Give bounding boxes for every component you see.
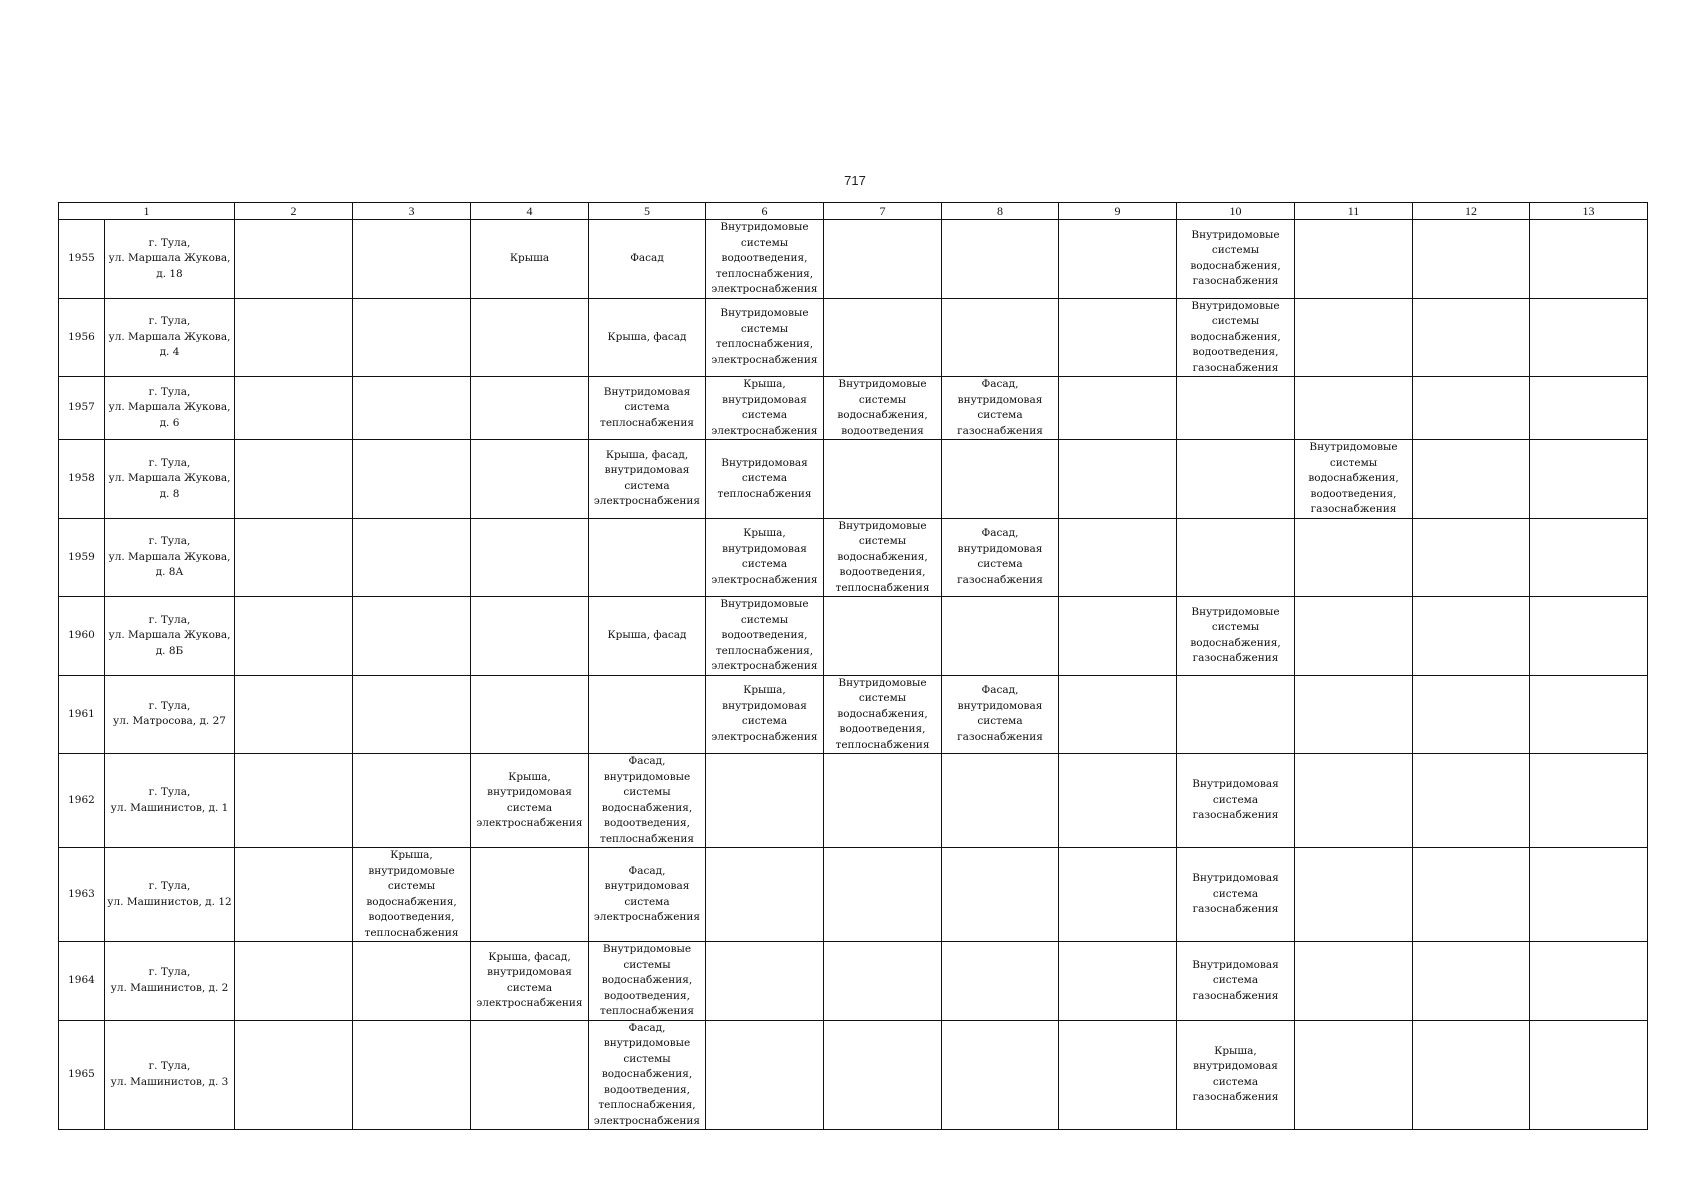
row-number-cell: 1963 xyxy=(59,848,105,942)
column-header-12: 12 xyxy=(1413,203,1530,220)
work-cell-col-5 xyxy=(589,848,706,942)
work-cell-col-11 xyxy=(1295,220,1413,299)
work-cell-col-7 xyxy=(824,298,942,377)
column-header-4: 4 xyxy=(471,203,589,220)
work-cell-col-11 xyxy=(1295,1020,1413,1130)
work-cell-col-5 xyxy=(589,942,706,1021)
column-header-8: 8 xyxy=(942,203,1059,220)
work-cell-col-10 xyxy=(1177,675,1295,754)
table-row xyxy=(59,1020,1648,1130)
address-text: г. Тула, ул. Машинистов, д. 12 xyxy=(107,880,232,908)
work-cell-col-3 xyxy=(353,377,471,440)
work-cell-col-7 xyxy=(824,942,942,1021)
table-row xyxy=(59,298,1648,377)
work-text: Крыша xyxy=(509,252,550,264)
work-cell-col-11 xyxy=(1295,597,1413,676)
work-cell-col-11 xyxy=(1295,377,1413,440)
work-text: Внутридомовые системы водоснабжения, водоотведения, теплоснабжения xyxy=(600,943,694,1017)
work-text: Внутридомовые системы водоснабжения, водоотведения, теплоснабжения xyxy=(835,519,930,594)
work-cell-col-12 xyxy=(1413,1020,1530,1130)
address-cell xyxy=(105,518,235,597)
address-text: г. Тула, ул. Маршала Жукова, д. 4 xyxy=(108,315,231,358)
work-cell-col-8 xyxy=(942,597,1059,676)
work-cell-col-7 xyxy=(824,518,942,597)
work-cell-col-7 xyxy=(824,220,942,299)
table-row xyxy=(59,377,1648,440)
address-text: г. Тула, ул. Маршала Жукова, д. 8А xyxy=(108,535,231,578)
work-cell-col-3 xyxy=(353,675,471,754)
work-cell-col-11 xyxy=(1295,942,1413,1021)
work-cell-col-13 xyxy=(1530,377,1648,440)
work-cell-col-9 xyxy=(1059,942,1177,1021)
work-text: Фасад, внутридомовые системы водоснабжения, водоотведения, теплоснабжения xyxy=(600,755,694,845)
work-text: Внутридомовые системы водоснабжения, водоотведения, газоснабжения xyxy=(1308,441,1399,515)
work-cell-col-3 xyxy=(353,298,471,377)
column-header-3: 3 xyxy=(353,203,471,220)
work-cell-col-4 xyxy=(471,220,589,299)
work-text: Внутридомовая система газоснабжения xyxy=(1192,872,1279,916)
work-cell-col-2 xyxy=(235,848,353,942)
work-cell-col-5 xyxy=(589,440,706,519)
address-cell xyxy=(105,675,235,754)
work-text: Крыша, фасад, внутридомовая система электроснабжения xyxy=(593,448,701,508)
work-cell-col-11 xyxy=(1295,754,1413,848)
work-text: Крыша, внутридомовые системы водоснабжения, водоотведения, теплоснабжения xyxy=(364,849,459,939)
column-header-11: 11 xyxy=(1295,203,1413,220)
row-number-cell: 1965 xyxy=(59,1020,105,1130)
table-row xyxy=(59,597,1648,676)
work-cell-col-10 xyxy=(1177,518,1295,597)
work-text: Внутридомовые системы теплоснабжения, электроснабжения xyxy=(711,307,818,366)
work-cell-col-6 xyxy=(706,942,824,1021)
work-cell-col-9 xyxy=(1059,754,1177,848)
work-cell-col-10 xyxy=(1177,220,1295,299)
work-cell-col-7 xyxy=(824,754,942,848)
work-text: Крыша, внутридомовая система электроснабжения xyxy=(476,770,583,829)
column-header-2: 2 xyxy=(235,203,353,220)
address-text: г. Тула, ул. Машинистов, д. 3 xyxy=(110,1060,229,1088)
work-cell-col-7 xyxy=(824,848,942,942)
work-cell-col-10 xyxy=(1177,440,1295,519)
work-cell-col-2 xyxy=(235,754,353,848)
work-cell-col-3 xyxy=(353,942,471,1021)
work-cell-col-6 xyxy=(706,518,824,597)
work-cell-col-6 xyxy=(706,754,824,848)
table-row xyxy=(59,942,1648,1021)
work-cell-col-7 xyxy=(824,675,942,754)
work-cell-col-3 xyxy=(353,220,471,299)
work-cell-col-13 xyxy=(1530,597,1648,676)
address-cell xyxy=(105,942,235,1021)
work-cell-col-4 xyxy=(471,848,589,942)
page-number: 717 xyxy=(844,173,866,188)
row-number-cell: 1964 xyxy=(59,942,105,1021)
work-cell-col-9 xyxy=(1059,848,1177,942)
work-cell-col-9 xyxy=(1059,298,1177,377)
work-cell-col-6 xyxy=(706,1020,824,1130)
work-text: Внутридомовая система газоснабжения xyxy=(1192,778,1279,822)
work-cell-col-12 xyxy=(1413,298,1530,377)
work-cell-col-6 xyxy=(706,377,824,440)
work-cell-col-9 xyxy=(1059,440,1177,519)
work-text: Фасад, внутридомовая система газоснабжения xyxy=(957,378,1043,437)
address-cell xyxy=(105,298,235,377)
work-cell-col-3 xyxy=(353,518,471,597)
work-cell-col-12 xyxy=(1413,848,1530,942)
work-text: Внутридомовая система теплоснабжения xyxy=(600,385,694,429)
work-cell-col-7 xyxy=(824,1020,942,1130)
work-cell-col-2 xyxy=(235,518,353,597)
column-header-6: 6 xyxy=(706,203,824,220)
work-cell-col-5 xyxy=(589,298,706,377)
work-text: Фасад xyxy=(630,252,664,264)
work-cell-col-4 xyxy=(471,754,589,848)
row-number-cell: 1961 xyxy=(59,675,105,754)
address-cell xyxy=(105,754,235,848)
table-row xyxy=(59,518,1648,597)
work-cell-col-8 xyxy=(942,942,1059,1021)
address-cell xyxy=(105,848,235,942)
work-cell-col-5 xyxy=(589,377,706,440)
work-cell-col-3 xyxy=(353,754,471,848)
column-header-13: 13 xyxy=(1530,203,1648,220)
work-cell-col-6 xyxy=(706,675,824,754)
work-cell-col-10 xyxy=(1177,597,1295,676)
address-text: г. Тула, ул. Маршала Жукова, д. 8 xyxy=(108,456,231,500)
work-text: Внутридомовая система газоснабжения xyxy=(1192,958,1279,1002)
work-text: Внутридомовые системы водоснабжения, водоотведения, газоснабжения xyxy=(1190,299,1281,374)
work-text: Фасад, внутридомовая система газоснабжения xyxy=(957,684,1043,743)
column-header-5: 5 xyxy=(589,203,706,220)
work-cell-col-9 xyxy=(1059,377,1177,440)
work-cell-col-11 xyxy=(1295,298,1413,377)
address-text: г. Тула, ул. Матросова, д. 27 xyxy=(113,699,226,728)
work-cell-col-6 xyxy=(706,597,824,676)
work-cell-col-4 xyxy=(471,298,589,377)
work-text: Крыша, фасад xyxy=(607,330,687,343)
work-cell-col-10 xyxy=(1177,298,1295,377)
work-text: Внутридомовые системы водоснабжения, водоотведения xyxy=(837,378,928,437)
work-cell-col-12 xyxy=(1413,942,1530,1021)
work-cell-col-12 xyxy=(1413,754,1530,848)
work-cell-col-13 xyxy=(1530,754,1648,848)
work-text: Фасад, внутридомовые системы водоснабжения, водоотведения, теплоснабжения, электроснабжения xyxy=(593,1021,701,1127)
work-cell-col-6 xyxy=(706,440,824,519)
work-cell-col-8 xyxy=(942,440,1059,519)
work-text: Крыша, фасад, внутридомовая система электроснабжения xyxy=(476,950,583,1010)
work-text: Внутридомовые системы водоснабжения, водоотведения, теплоснабжения xyxy=(835,676,930,751)
table-row xyxy=(59,675,1648,754)
table-row xyxy=(59,220,1648,299)
work-cell-col-10 xyxy=(1177,754,1295,848)
work-cell-col-13 xyxy=(1530,1020,1648,1130)
row-number-cell: 1955 xyxy=(59,220,105,299)
work-cell-col-2 xyxy=(235,942,353,1021)
work-cell-col-8 xyxy=(942,518,1059,597)
work-cell-col-7 xyxy=(824,597,942,676)
work-text: Внутридомовая система теплоснабжения xyxy=(717,456,812,500)
table-row xyxy=(59,754,1648,848)
work-cell-col-3 xyxy=(353,848,471,942)
row-number-cell: 1957 xyxy=(59,377,105,440)
work-cell-col-9 xyxy=(1059,518,1177,597)
row-number-cell: 1960 xyxy=(59,597,105,676)
address-cell xyxy=(105,440,235,519)
work-text: Фасад, внутридомовая система электроснабжения xyxy=(593,864,701,923)
work-cell-col-10 xyxy=(1177,848,1295,942)
work-cell-col-4 xyxy=(471,1020,589,1130)
work-cell-col-12 xyxy=(1413,597,1530,676)
work-cell-col-5 xyxy=(589,754,706,848)
work-cell-col-3 xyxy=(353,440,471,519)
table-body xyxy=(59,220,1648,1130)
work-cell-col-6 xyxy=(706,848,824,942)
column-header-7: 7 xyxy=(824,203,942,220)
address-text: г. Тула, ул. Маршала Жукова, д. 6 xyxy=(108,385,231,429)
row-number-cell: 1958 xyxy=(59,440,105,519)
work-cell-col-2 xyxy=(235,220,353,299)
work-cell-col-3 xyxy=(353,1020,471,1130)
work-cell-col-11 xyxy=(1295,440,1413,519)
work-cell-col-13 xyxy=(1530,220,1648,299)
work-cell-col-8 xyxy=(942,377,1059,440)
work-cell-col-10 xyxy=(1177,377,1295,440)
work-cell-col-13 xyxy=(1530,298,1648,377)
work-cell-col-5 xyxy=(589,220,706,299)
work-text: Внутридомовые системы водоотведения, теплоснабжения, электроснабжения xyxy=(711,598,818,672)
column-header-1: 1 xyxy=(59,203,235,220)
address-text: г. Тула, ул. Машинистов, д. 2 xyxy=(110,966,229,994)
work-text: Фасад, внутридомовая система газоснабжения xyxy=(957,527,1043,586)
work-cell-col-8 xyxy=(942,220,1059,299)
work-cell-col-11 xyxy=(1295,675,1413,754)
work-cell-col-4 xyxy=(471,440,589,519)
work-cell-col-6 xyxy=(706,298,824,377)
work-cell-col-4 xyxy=(471,518,589,597)
work-cell-col-12 xyxy=(1413,518,1530,597)
address-text: г. Тула, ул. Маршала Жукова, д. 18 xyxy=(108,236,231,280)
work-cell-col-8 xyxy=(942,754,1059,848)
work-cell-col-12 xyxy=(1413,440,1530,519)
work-cell-col-4 xyxy=(471,597,589,676)
work-text: Внутридомовые системы водоотведения, теплоснабжения, электроснабжения xyxy=(711,221,818,295)
work-text: Крыша, внутридомовая система газоснабжения xyxy=(1192,1044,1279,1104)
work-cell-col-8 xyxy=(942,298,1059,377)
table-row xyxy=(59,848,1648,942)
row-number-cell: 1956 xyxy=(59,298,105,377)
work-cell-col-4 xyxy=(471,942,589,1021)
work-cell-col-2 xyxy=(235,675,353,754)
work-cell-col-5 xyxy=(589,518,706,597)
work-cell-col-8 xyxy=(942,675,1059,754)
work-cell-col-9 xyxy=(1059,1020,1177,1130)
work-cell-col-9 xyxy=(1059,220,1177,299)
work-cell-col-4 xyxy=(471,675,589,754)
work-cell-col-3 xyxy=(353,597,471,676)
work-text: Крыша, фасад xyxy=(607,629,687,641)
work-cell-col-12 xyxy=(1413,220,1530,299)
column-header-9: 9 xyxy=(1059,203,1177,220)
work-cell-col-5 xyxy=(589,1020,706,1130)
row-number-cell: 1959 xyxy=(59,518,105,597)
work-cell-col-12 xyxy=(1413,675,1530,754)
work-cell-col-11 xyxy=(1295,848,1413,942)
work-cell-col-13 xyxy=(1530,675,1648,754)
work-text: Крыша, внутридомовая система электроснабжения xyxy=(711,378,818,437)
repair-schedule-table xyxy=(58,202,1648,1130)
row-number-cell: 1962 xyxy=(59,754,105,848)
work-cell-col-2 xyxy=(235,377,353,440)
address-cell xyxy=(105,1020,235,1130)
work-cell-col-7 xyxy=(824,377,942,440)
work-cell-col-13 xyxy=(1530,440,1648,519)
work-cell-col-2 xyxy=(235,298,353,377)
column-number-row xyxy=(59,203,1648,220)
work-cell-col-13 xyxy=(1530,942,1648,1021)
work-cell-col-5 xyxy=(589,597,706,676)
address-cell xyxy=(105,597,235,676)
work-cell-col-2 xyxy=(235,1020,353,1130)
work-cell-col-5 xyxy=(589,675,706,754)
work-cell-col-6 xyxy=(706,220,824,299)
work-cell-col-7 xyxy=(824,440,942,519)
work-text: Крыша, внутридомовая система электроснабжения xyxy=(711,684,818,743)
work-cell-col-8 xyxy=(942,848,1059,942)
work-cell-col-13 xyxy=(1530,848,1648,942)
table-row xyxy=(59,440,1648,519)
work-cell-col-4 xyxy=(471,377,589,440)
column-header-10: 10 xyxy=(1177,203,1295,220)
work-cell-col-8 xyxy=(942,1020,1059,1130)
work-cell-col-2 xyxy=(235,440,353,519)
address-text: г. Тула, ул. Маршала Жукова, д. 8Б xyxy=(108,613,231,657)
work-text: Внутридомовые системы водоснабжения, газоснабжения xyxy=(1190,605,1281,665)
address-text: г. Тула, ул. Машинистов, д. 1 xyxy=(110,786,229,814)
work-cell-col-12 xyxy=(1413,377,1530,440)
work-cell-col-10 xyxy=(1177,942,1295,1021)
address-cell xyxy=(105,220,235,299)
work-cell-col-11 xyxy=(1295,518,1413,597)
work-text: Крыша, внутридомовая система электроснабжения xyxy=(711,527,818,586)
work-text: Внутридомовые системы водоснабжения, газоснабжения xyxy=(1190,228,1281,288)
work-cell-col-2 xyxy=(235,597,353,676)
work-cell-col-10 xyxy=(1177,1020,1295,1130)
work-cell-col-9 xyxy=(1059,597,1177,676)
work-cell-col-9 xyxy=(1059,675,1177,754)
address-cell xyxy=(105,377,235,440)
work-cell-col-13 xyxy=(1530,518,1648,597)
